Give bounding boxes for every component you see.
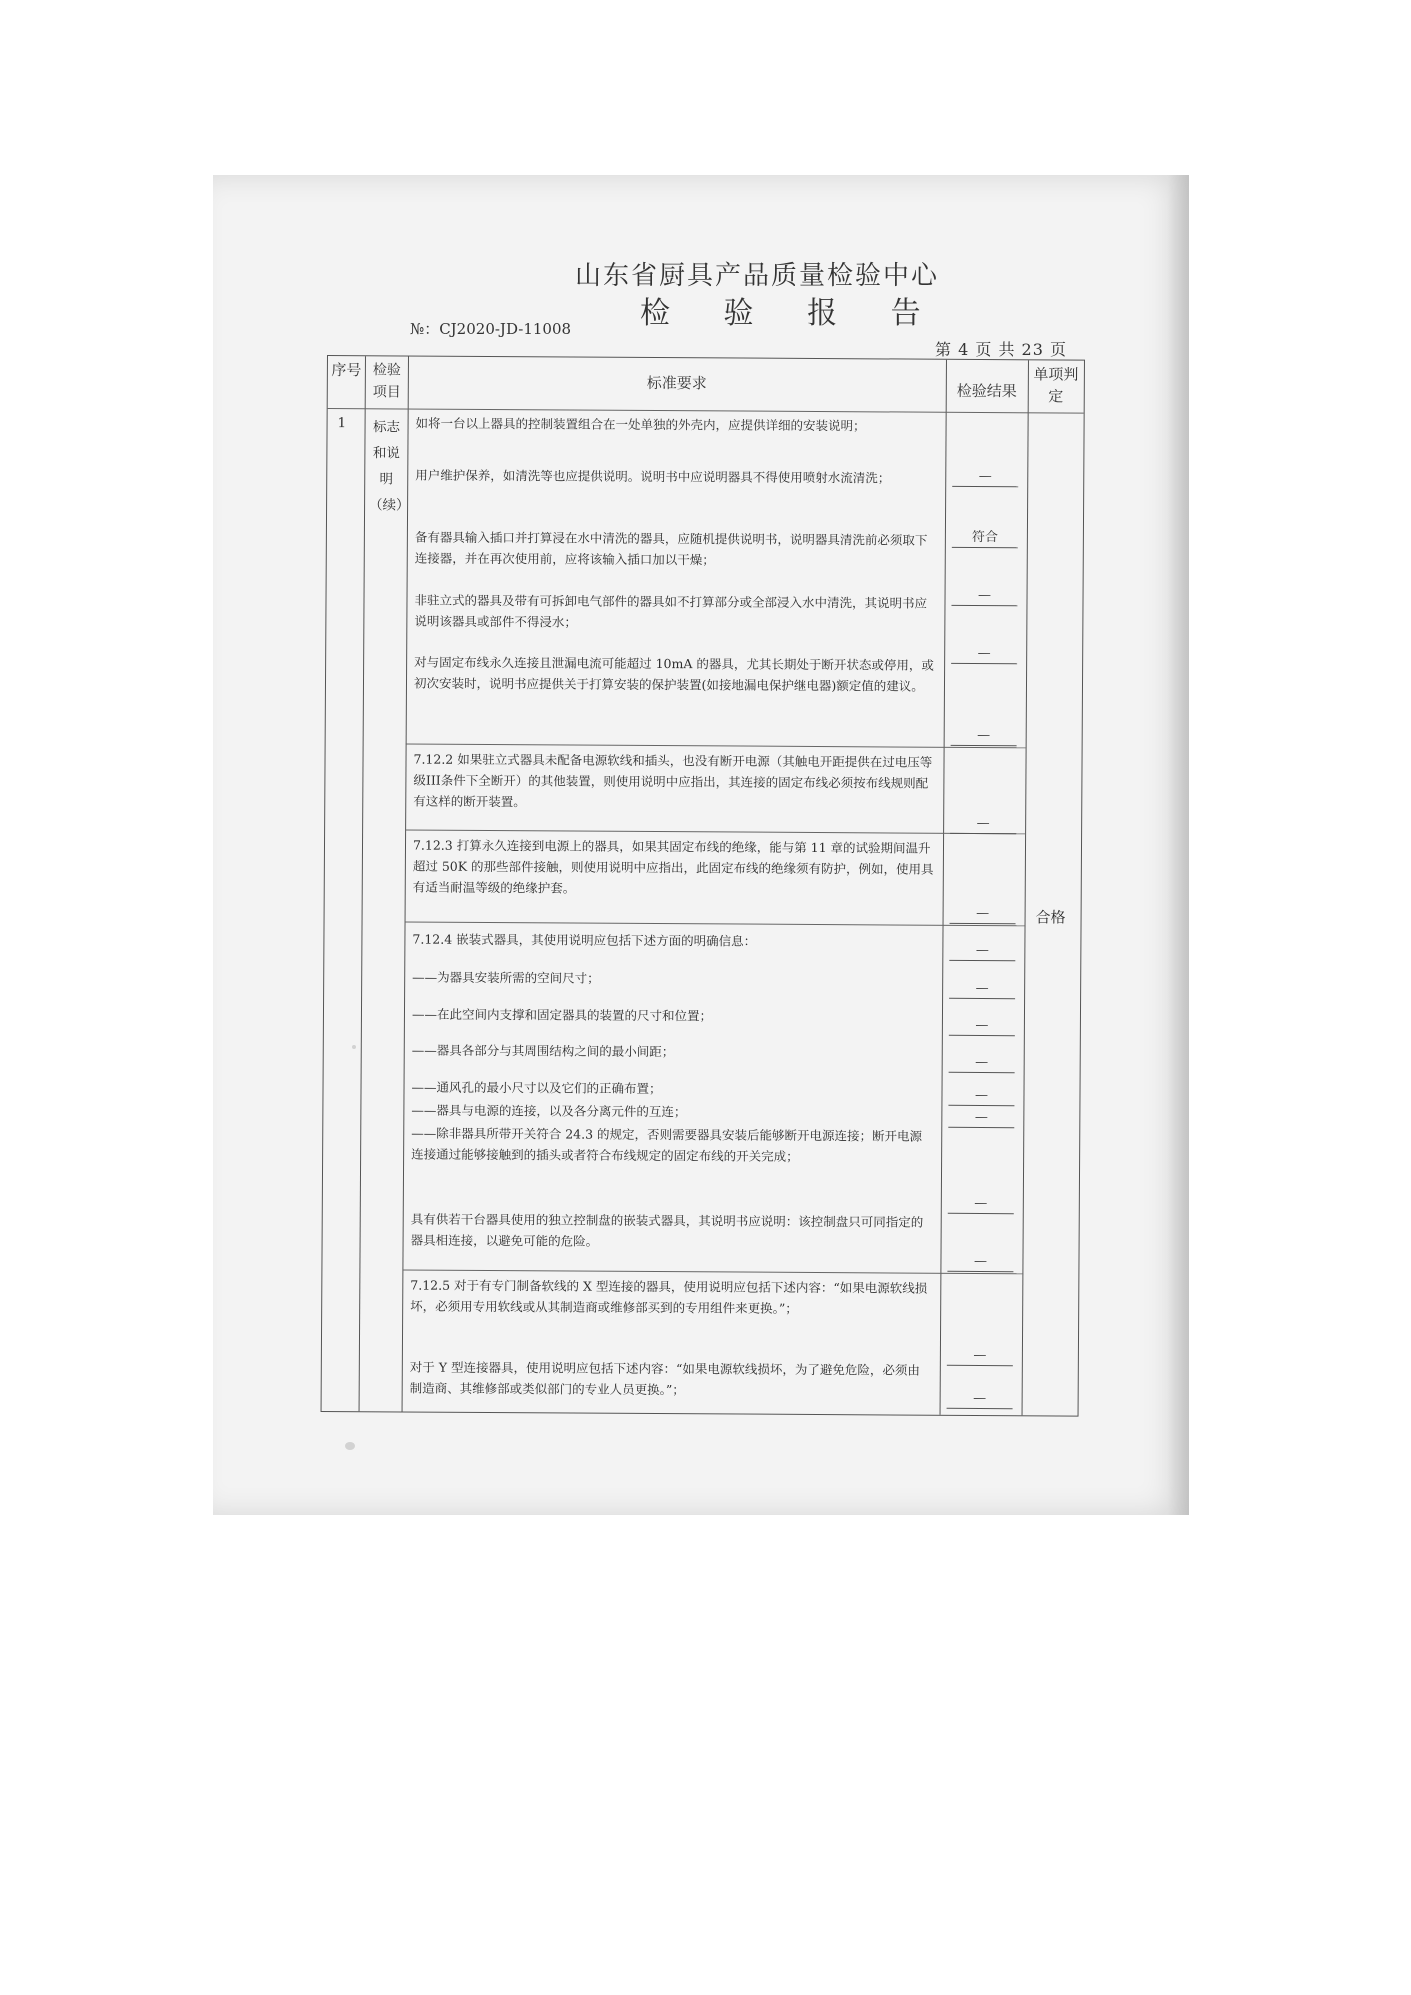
requirement-text: 用户维护保养，如清洗等也应提供说明。说明书中应说明器具不得使用喷射水流清洗； [415,467,891,486]
requirement-text: ——器具各部分与其周围结构之间的最小间距； [411,1042,675,1060]
result-value: — [951,727,1017,746]
requirement-text: 对于 Y 型连接器具，使用说明应包括下述内容：“如果电源软线损坏，为了避免危险，必须由制造商、其维修部或类似部门的专业人员更换。”； [409,1359,920,1398]
item-label: 标志和说明（续） [369,419,410,514]
header-item: 检验项目 [372,362,401,401]
requirement-text: 7.12.4 嵌装式器具，其使用说明应包括下述方面的明确信息： [412,931,757,949]
inspection-table [321,355,1085,1417]
header-result: 检验结果 [956,381,1017,401]
section-divider [406,743,1026,748]
result-value: 符合 [952,529,1018,548]
result-value: — [952,468,1018,487]
result-value: — [949,980,1015,999]
section-divider [405,921,1025,926]
header-seq: 序号 [331,361,362,380]
requirement-text: ——为器具安装所需的空间尺寸； [412,969,600,986]
scan-speck [345,1442,355,1450]
header-verdict: 单项判定 [1033,365,1079,406]
verdict-value: 合格 [1035,908,1066,927]
requirement-text: ——除非器具所带开关符合 24.3 的规定，否则需要器具安装后能够断开电源连接；断开电源连接通过能够接触到的插头或者符合布线规定的固定布线的开关完成； [411,1125,923,1164]
result-value: — [950,815,1016,834]
result-value: — [947,1390,1013,1409]
result-value: — [948,1109,1014,1128]
page-indicator: 第 4 页 共 23 页 [935,340,1067,359]
section-divider [402,1269,1022,1274]
report-title: 检 验 报 告 [640,296,943,331]
result-value: — [951,587,1017,606]
requirement-text: 对与固定布线永久连接且泄漏电流可能超过 10mA 的器具，尤其长期处于断开状态或停用，或初次安装时，说明书应提供关于打算安装的保护装置(如接地漏电保护继电器)额定值的建议。 [413,654,934,694]
result-value: — [947,1253,1013,1272]
requirement-text: 如将一台以上器具的控制装置组合在一处单独的外壳内，应提供详细的安装说明； [415,415,866,434]
column-divider [1022,360,1029,1415]
column-divider [359,356,366,1411]
scan-speck [352,1045,356,1049]
requirement-text: 7.12.3 打算永久连接到电源上的器具，如果其固定布线的绝缘，能与第 11 章的试验期间温升超过 50K 的那些部件接触，则使用说明中应指出，此固定布线的绝缘须有防护，例如，使用具有适当耐温等级的绝缘护套。 [412,837,934,896]
requirement-text: ——器具与电源的连接，以及各分离元件的互连； [411,1102,687,1120]
requirement-text: ——在此空间内支撑和固定器具的装置的尺寸和位置； [411,1006,713,1024]
result-value: — [949,942,1015,961]
result-value: — [948,1087,1014,1106]
requirement-text: 7.12.2 如果驻立式器具未配备电源软线和插头，也没有断开电源（其触电开距提供在过电压等级III条件下全断开）的其他装置，则使用说明中应指出，其连接的固定布线必须按布线规则配有这样的断开装置。 [413,751,933,810]
result-value: — [949,1054,1015,1073]
header-requirement: 标准要求 [646,373,707,393]
result-value: — [948,1195,1014,1214]
requirement-text: 7.12.5 对于有专门制备软线的 X 型连接的器具，使用说明应包括下述内容：“如果电源软线损坏，必须用专用软线或从其制造商或维修部买到的专用组件来更换。”； [410,1277,928,1316]
section-divider [405,829,1025,834]
requirement-text: 具有供若干台器具使用的独立控制盘的嵌装式器具，其说明书应说明：该控制盘只可同指定的器具相连接，以避免可能的危险。 [410,1211,924,1249]
result-value: — [951,645,1017,664]
result-value: — [950,905,1016,924]
organization-title: 山东省厨具产品质量检验中心 [575,261,940,291]
result-value: — [947,1347,1013,1366]
result-value: — [949,1017,1015,1036]
column-divider [940,360,947,1415]
seq-number: 1 [337,415,347,432]
requirement-text: 备有器具输入插口并打算浸在水中清洗的器具，应随机提供说明书，说明器具清洗前必须取下连接器，并在再次使用前，应将该输入插口加以干燥； [414,529,928,568]
requirement-text: 非驻立式的器具及带有可拆卸电气部件的器具如不打算部分或全部浸入水中清洗，其说明书应说明该器具或部件不得浸水； [414,592,928,630]
report-number: №：CJ2020-JD-11008 [410,320,572,338]
requirement-text: ——通风孔的最小尺寸以及它们的正确布置； [411,1079,662,1097]
